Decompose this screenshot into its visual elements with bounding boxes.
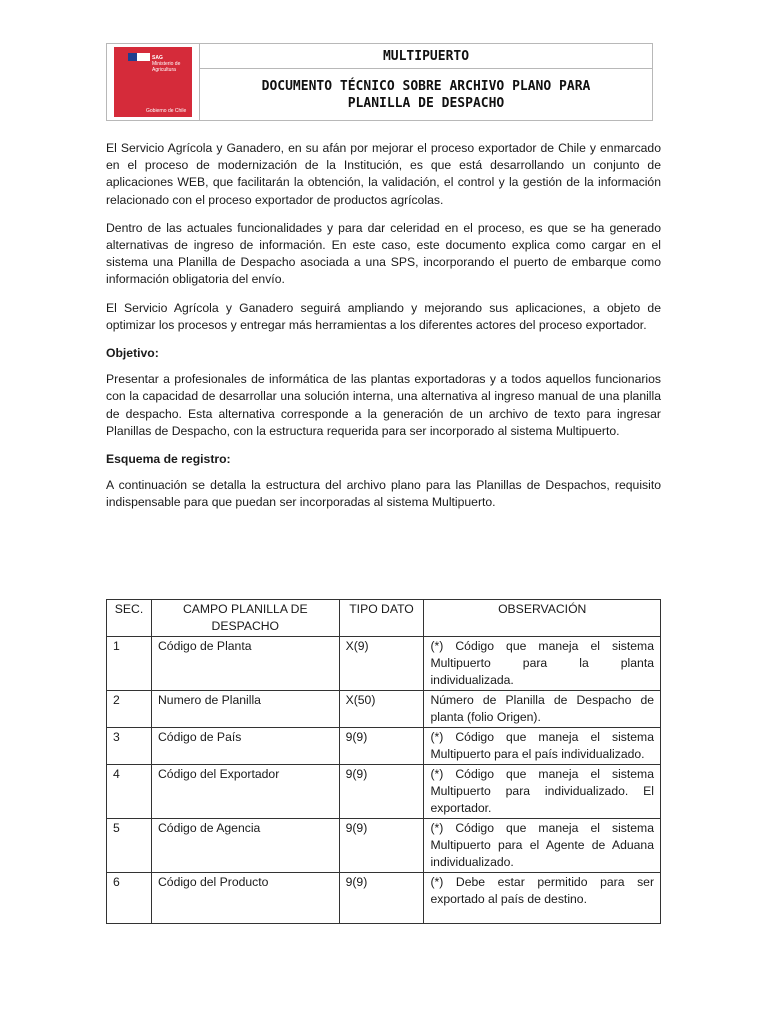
logo-text-sag: SAG xyxy=(152,55,163,61)
table-row xyxy=(107,765,661,819)
cell-campo: Código de Agencia xyxy=(151,819,339,873)
cell-tipo: 9(9) xyxy=(339,873,424,924)
cell-sec: 1 xyxy=(107,637,152,691)
cell-observacion: (*) Código que maneja el sistema Multipuerto para el Agente de Aduana individualizado. xyxy=(424,819,661,873)
header-subtitle xyxy=(200,69,652,120)
cell-tipo: X(9) xyxy=(339,637,424,691)
cell-campo: Código del Producto xyxy=(151,873,339,924)
cell-tipo: X(50) xyxy=(339,691,424,728)
cell-observacion: (*) Código que maneja el sistema Multipuerto para la planta individualizada. xyxy=(424,637,661,691)
header-subtitle-line2: PLANILLA DE DESPACHO xyxy=(347,95,505,111)
cell-sec: 3 xyxy=(107,728,152,765)
table-header-row xyxy=(107,600,661,637)
improvement-paragraph: El Servicio Agrícola y Ganadero seguirá ampliando y mejorando sus aplicaciones, a objeto de optimizar los procesos y entregar más herramientas a los diferentes actores del proceso exportador. xyxy=(106,300,661,332)
cell-campo: Numero de Planilla xyxy=(151,691,339,728)
cell-campo: Código del Exportador xyxy=(151,765,339,819)
header-title: MULTIPUERTO xyxy=(200,44,652,69)
table-row xyxy=(107,819,661,873)
col-header-sec: SEC. xyxy=(107,600,152,637)
cell-sec: 5 xyxy=(107,819,152,873)
functionality-paragraph: Dentro de las actuales funcionalidades y para dar celeridad en el proceso, es que se ha generado alternativas de ingreso de información. En este caso, este documento explica como cargar en el sistema una Planilla de Despacho asociada a una SPS, incorporando el puerto de embarque como información obligatoria del envío. xyxy=(106,220,661,287)
chile-flag-icon xyxy=(128,53,150,69)
cell-sec: 2 xyxy=(107,691,152,728)
document-header xyxy=(106,43,653,121)
cell-sec: 6 xyxy=(107,873,152,924)
cell-sec: 4 xyxy=(107,765,152,819)
document-body xyxy=(106,140,661,523)
table-row xyxy=(107,691,661,728)
table-row xyxy=(107,728,661,765)
logo-text-government: Gobierno de Chile xyxy=(146,108,187,114)
sag-logo xyxy=(114,47,192,117)
col-header-campo: CAMPO PLANILLA DE DESPACHO xyxy=(151,600,339,637)
esquema-paragraph: A continuación se detalla la estructura del archivo plano para las Planillas de Despachos, requisito indispensable para que puedan ser incorporadas al sistema Multipuerto. xyxy=(106,478,661,510)
table-row xyxy=(107,637,661,691)
table-row xyxy=(107,873,661,924)
esquema-heading: Esquema de registro: xyxy=(106,452,231,467)
cell-observacion: (*) Código que maneja el sistema Multipuerto para individualizado. El exportador. xyxy=(424,765,661,819)
header-title-column xyxy=(200,44,652,120)
col-header-observacion: OBSERVACIÓN xyxy=(424,600,661,637)
intro-paragraph: El Servicio Agrícola y Ganadero, en su afán por mejorar el proceso exportador de Chile y enmarcado en el proceso de modernización de la Institución, es que está desarrollando un conjunto de aplicaciones WEB, que facilitarán la obtención, la validación, el control y la gestión de la información relacionado con el proceso exportador de productos agrícolas. xyxy=(106,141,661,207)
cell-tipo: 9(9) xyxy=(339,765,424,819)
objetivo-heading: Objetivo: xyxy=(106,346,159,361)
cell-observacion: Número de Planilla de Despacho de planta (folio Origen). xyxy=(424,691,661,728)
cell-observacion: (*) Debe estar permitido para ser exportado al país de destino. xyxy=(424,873,661,924)
logo-text-ministry: Ministerio de Agricultura xyxy=(152,61,181,73)
record-schema-table xyxy=(106,599,661,924)
col-header-tipo: TIPO DATO xyxy=(339,600,424,637)
header-subtitle-line1: DOCUMENTO TÉCNICO SOBRE ARCHIVO PLANO PARA xyxy=(261,78,591,94)
cell-campo: Código de Planta xyxy=(151,637,339,691)
cell-tipo: 9(9) xyxy=(339,819,424,873)
cell-campo: Código de País xyxy=(151,728,339,765)
objetivo-paragraph: Presentar a profesionales de informática de las plantas exportadoras y a todos aquellos funcionarios con la capacidad de desarrollar una solución interna, una alternativa al ingreso manual de una planilla de despacho. Esta alternativa corresponde a la generación de un archivo de texto para ingresar Planillas de Despacho, con la estructura requerida para ser incorporado al sistema Multipuerto. xyxy=(106,372,661,438)
cell-observacion: (*) Código que maneja el sistema Multipuerto para el país individualizado. xyxy=(424,728,661,765)
cell-tipo: 9(9) xyxy=(339,728,424,765)
logo-cell xyxy=(107,44,200,120)
